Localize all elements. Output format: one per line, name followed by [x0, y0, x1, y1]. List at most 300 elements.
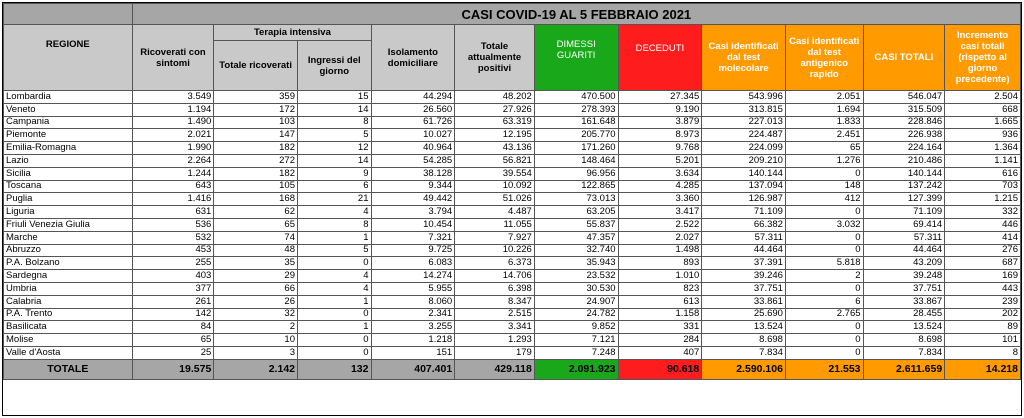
- cell-dimessi: 161.648: [534, 116, 618, 129]
- table-row: [4, 129, 1021, 142]
- cell-deceduti: 3.417: [618, 206, 702, 219]
- cell-dimessi: 47.357: [534, 231, 618, 244]
- cell-ingressi: 8: [298, 218, 372, 231]
- cell-isolamento: 7.321: [371, 231, 455, 244]
- cell-test-molecolare: 13.524: [702, 321, 786, 334]
- cell-test-molecolare: 44.464: [702, 244, 786, 257]
- header-incremento: Incremento casi totali (rispetto al giorno precedente): [945, 25, 1021, 91]
- table-row: [4, 321, 1021, 334]
- cell-test-antigenico: 2.051: [785, 91, 863, 104]
- cell-deceduti: 407: [618, 346, 702, 359]
- cell-test-molecolare: 66.382: [702, 218, 786, 231]
- cell-ricoverati: 65: [132, 334, 214, 347]
- cell-totale-ricoverati: 74: [214, 231, 298, 244]
- cell-test-molecolare: 39.246: [702, 270, 786, 283]
- cell-totale-ricoverati: 3: [214, 346, 298, 359]
- cell-totale-ricoverati: 10: [214, 334, 298, 347]
- cell-positivi: 43.136: [455, 142, 535, 155]
- header-totale-ricoverati: Totale ricoverati: [214, 41, 298, 91]
- cell-dimessi: 7.121: [534, 334, 618, 347]
- cell-region: Sicilia: [4, 167, 133, 180]
- cell-deceduti: 1.010: [618, 270, 702, 283]
- cell-casi-totali: 228.846: [863, 116, 945, 129]
- cell-ingressi: 9: [298, 167, 372, 180]
- cell-dimessi: 24.782: [534, 308, 618, 321]
- cell-ingressi: 15: [298, 91, 372, 104]
- cell-deceduti: 331: [618, 321, 702, 334]
- total-casi-totali: 2.611.659: [863, 359, 945, 379]
- cell-dimessi: 30.530: [534, 282, 618, 295]
- cell-totale-ricoverati: 62: [214, 206, 298, 219]
- cell-ingressi: 1: [298, 321, 372, 334]
- cell-deceduti: 893: [618, 257, 702, 270]
- cell-ricoverati: 255: [132, 257, 214, 270]
- header-isolamento: Isolamento domiciliare: [371, 25, 455, 91]
- cell-region: Veneto: [4, 103, 133, 116]
- cell-ingressi: 4: [298, 270, 372, 283]
- total-incremento: 14.218: [945, 359, 1021, 379]
- cell-test-molecolare: 33.861: [702, 295, 786, 308]
- cell-ingressi: 0: [298, 334, 372, 347]
- cell-region: P.A. Trento: [4, 308, 133, 321]
- cell-test-molecolare: 224.099: [702, 142, 786, 155]
- cell-test-molecolare: 37.751: [702, 282, 786, 295]
- cell-isolamento: 14.274: [371, 270, 455, 283]
- cell-dimessi: 63.205: [534, 206, 618, 219]
- total-region: TOTALE: [4, 359, 133, 379]
- cell-incremento: 89: [945, 321, 1021, 334]
- table-row: [4, 142, 1021, 155]
- header-regione: REGIONE: [4, 25, 133, 91]
- table-row: [4, 295, 1021, 308]
- cell-totale-ricoverati: 65: [214, 218, 298, 231]
- cell-test-antigenico: 2: [785, 270, 863, 283]
- cell-test-molecolare: 8.698: [702, 334, 786, 347]
- header-test-molecolare: Casi identificati dal test molecolare: [702, 25, 786, 91]
- total-dimessi: 2.091.923: [534, 359, 618, 379]
- cell-region: Calabria: [4, 295, 133, 308]
- cell-deceduti: 2.522: [618, 218, 702, 231]
- cell-test-antigenico: 0: [785, 346, 863, 359]
- cell-ricoverati: 2.264: [132, 154, 214, 167]
- cell-positivi: 1.293: [455, 334, 535, 347]
- cell-ricoverati: 1.990: [132, 142, 214, 155]
- cell-incremento: 446: [945, 218, 1021, 231]
- cell-test-molecolare: 543.996: [702, 91, 786, 104]
- table-row: [4, 91, 1021, 104]
- cell-test-molecolare: 57.311: [702, 231, 786, 244]
- table-row: [4, 282, 1021, 295]
- cell-test-molecolare: 7.834: [702, 346, 786, 359]
- cell-test-antigenico: 6: [785, 295, 863, 308]
- cell-region: Sardegna: [4, 270, 133, 283]
- cell-incremento: 687: [945, 257, 1021, 270]
- cell-ricoverati: 631: [132, 206, 214, 219]
- cell-test-molecolare: 227.013: [702, 116, 786, 129]
- cell-positivi: 48.202: [455, 91, 535, 104]
- cell-casi-totali: 8.698: [863, 334, 945, 347]
- total-ricoverati: 19.575: [132, 359, 214, 379]
- cell-positivi: 3.341: [455, 321, 535, 334]
- cell-totale-ricoverati: 105: [214, 180, 298, 193]
- cell-totale-ricoverati: 103: [214, 116, 298, 129]
- cell-region: Liguria: [4, 206, 133, 219]
- cell-ricoverati: 1.244: [132, 167, 214, 180]
- cell-incremento: 276: [945, 244, 1021, 257]
- cell-test-antigenico: 0: [785, 282, 863, 295]
- cell-test-antigenico: 5.818: [785, 257, 863, 270]
- cell-ingressi: 0: [298, 346, 372, 359]
- cell-test-molecolare: 126.987: [702, 193, 786, 206]
- cell-deceduti: 5.201: [618, 154, 702, 167]
- cell-totale-ricoverati: 32: [214, 308, 298, 321]
- cell-isolamento: 26.560: [371, 103, 455, 116]
- cell-ingressi: 8: [298, 116, 372, 129]
- table-row: [4, 270, 1021, 283]
- cell-ingressi: 12: [298, 142, 372, 155]
- total-deceduti: 90.618: [618, 359, 702, 379]
- cell-test-antigenico: 2.451: [785, 129, 863, 142]
- cell-totale-ricoverati: 182: [214, 142, 298, 155]
- cell-test-antigenico: 148: [785, 180, 863, 193]
- cell-ricoverati: 377: [132, 282, 214, 295]
- cell-positivi: 8.347: [455, 295, 535, 308]
- cell-region: Lombardia: [4, 91, 133, 104]
- cell-isolamento: 44.294: [371, 91, 455, 104]
- cell-casi-totali: 71.109: [863, 206, 945, 219]
- cell-casi-totali: 33.867: [863, 295, 945, 308]
- cell-isolamento: 10.027: [371, 129, 455, 142]
- cell-incremento: 169: [945, 270, 1021, 283]
- cell-positivi: 11.055: [455, 218, 535, 231]
- cell-incremento: 1.665: [945, 116, 1021, 129]
- cell-region: Basilicata: [4, 321, 133, 334]
- cell-ingressi: 0: [298, 308, 372, 321]
- cell-dimessi: 122.865: [534, 180, 618, 193]
- cell-region: Molise: [4, 334, 133, 347]
- table-row: [4, 334, 1021, 347]
- cell-dimessi: 32.740: [534, 244, 618, 257]
- cell-isolamento: 54.285: [371, 154, 455, 167]
- cell-test-antigenico: 0: [785, 206, 863, 219]
- cell-deceduti: 1.158: [618, 308, 702, 321]
- cell-casi-totali: 39.248: [863, 270, 945, 283]
- cell-test-antigenico: 3.032: [785, 218, 863, 231]
- table-row: [4, 193, 1021, 206]
- cell-ricoverati: 1.194: [132, 103, 214, 116]
- cell-incremento: 101: [945, 334, 1021, 347]
- cell-dimessi: 96.956: [534, 167, 618, 180]
- cell-isolamento: 49.442: [371, 193, 455, 206]
- cell-totale-ricoverati: 35: [214, 257, 298, 270]
- cell-totale-ricoverati: 2: [214, 321, 298, 334]
- cell-deceduti: 613: [618, 295, 702, 308]
- cell-incremento: 616: [945, 167, 1021, 180]
- table-title-spacer: [4, 4, 133, 25]
- cell-positivi: 6.398: [455, 282, 535, 295]
- cell-casi-totali: 13.524: [863, 321, 945, 334]
- cell-region: Piemonte: [4, 129, 133, 142]
- cell-ricoverati: 84: [132, 321, 214, 334]
- header-ricoverati: Ricoverati con sintomi: [132, 25, 214, 91]
- table-row: [4, 257, 1021, 270]
- cell-dimessi: 35.943: [534, 257, 618, 270]
- cell-positivi: 179: [455, 346, 535, 359]
- cell-region: Lazio: [4, 154, 133, 167]
- cell-incremento: 443: [945, 282, 1021, 295]
- cell-region: Puglia: [4, 193, 133, 206]
- cell-positivi: 14.706: [455, 270, 535, 283]
- cell-ingressi: 14: [298, 154, 372, 167]
- cell-isolamento: 40.964: [371, 142, 455, 155]
- cell-dimessi: 24.907: [534, 295, 618, 308]
- cell-ricoverati: 536: [132, 218, 214, 231]
- cell-isolamento: 5.955: [371, 282, 455, 295]
- table-title: CASI COVID-19 AL 5 FEBBRAIO 2021: [132, 4, 1020, 25]
- cell-casi-totali: 57.311: [863, 231, 945, 244]
- cell-incremento: 202: [945, 308, 1021, 321]
- cell-positivi: 10.092: [455, 180, 535, 193]
- cell-isolamento: 61.726: [371, 116, 455, 129]
- cell-casi-totali: 69.414: [863, 218, 945, 231]
- total-ingressi: 132: [298, 359, 372, 379]
- cell-isolamento: 6.083: [371, 257, 455, 270]
- cell-casi-totali: 137.242: [863, 180, 945, 193]
- cell-ingressi: 5: [298, 129, 372, 142]
- cell-region: Valle d'Aosta: [4, 346, 133, 359]
- header-ingressi: Ingressi del giorno: [298, 41, 372, 91]
- cell-deceduti: 27.345: [618, 91, 702, 104]
- cell-totale-ricoverati: 48: [214, 244, 298, 257]
- table-row: [4, 244, 1021, 257]
- table-row: [4, 231, 1021, 244]
- table-row: [4, 308, 1021, 321]
- cell-deceduti: 2.027: [618, 231, 702, 244]
- cell-deceduti: 8.973: [618, 129, 702, 142]
- cell-test-molecolare: 313.815: [702, 103, 786, 116]
- cell-totale-ricoverati: 272: [214, 154, 298, 167]
- cell-dimessi: 470.500: [534, 91, 618, 104]
- cell-region: Campania: [4, 116, 133, 129]
- covid-table-container: [2, 2, 1022, 416]
- cell-positivi: 7.927: [455, 231, 535, 244]
- cell-isolamento: 1.218: [371, 334, 455, 347]
- table-row: [4, 180, 1021, 193]
- cell-test-antigenico: 0: [785, 167, 863, 180]
- covid-cases-table: [3, 3, 1021, 380]
- header-positivi: Totale attualmente positivi: [455, 25, 535, 91]
- cell-deceduti: 9.768: [618, 142, 702, 155]
- cell-ingressi: 1: [298, 295, 372, 308]
- cell-ingressi: 6: [298, 180, 372, 193]
- table-row: [4, 218, 1021, 231]
- cell-ricoverati: 142: [132, 308, 214, 321]
- table-row: [4, 154, 1021, 167]
- cell-positivi: 4.487: [455, 206, 535, 219]
- total-isolamento: 407.401: [371, 359, 455, 379]
- cell-incremento: 239: [945, 295, 1021, 308]
- cell-test-antigenico: 0: [785, 231, 863, 244]
- cell-dimessi: 7.248: [534, 346, 618, 359]
- header-casi-totali: CASI TOTALI: [863, 25, 945, 91]
- cell-test-antigenico: 1.833: [785, 116, 863, 129]
- cell-incremento: 414: [945, 231, 1021, 244]
- cell-deceduti: 284: [618, 334, 702, 347]
- cell-incremento: 668: [945, 103, 1021, 116]
- total-totale-ricoverati: 2.142: [214, 359, 298, 379]
- cell-test-molecolare: 37.391: [702, 257, 786, 270]
- cell-dimessi: 278.393: [534, 103, 618, 116]
- cell-casi-totali: 546.047: [863, 91, 945, 104]
- table-row: [4, 116, 1021, 129]
- cell-test-antigenico: 1.694: [785, 103, 863, 116]
- cell-isolamento: 9.725: [371, 244, 455, 257]
- cell-ricoverati: 1.416: [132, 193, 214, 206]
- cell-region: Toscana: [4, 180, 133, 193]
- cell-casi-totali: 224.164: [863, 142, 945, 155]
- cell-incremento: 703: [945, 180, 1021, 193]
- cell-casi-totali: 43.209: [863, 257, 945, 270]
- cell-casi-totali: 7.834: [863, 346, 945, 359]
- cell-positivi: 27.926: [455, 103, 535, 116]
- cell-isolamento: 151: [371, 346, 455, 359]
- cell-casi-totali: 226.938: [863, 129, 945, 142]
- cell-positivi: 63.319: [455, 116, 535, 129]
- cell-totale-ricoverati: 168: [214, 193, 298, 206]
- cell-positivi: 51.026: [455, 193, 535, 206]
- cell-test-antigenico: 65: [785, 142, 863, 155]
- cell-isolamento: 9.344: [371, 180, 455, 193]
- cell-deceduti: 823: [618, 282, 702, 295]
- cell-test-antigenico: 412: [785, 193, 863, 206]
- cell-isolamento: 38.128: [371, 167, 455, 180]
- cell-test-antigenico: 0: [785, 321, 863, 334]
- cell-ricoverati: 261: [132, 295, 214, 308]
- total-row: [4, 359, 1021, 379]
- cell-positivi: 2.515: [455, 308, 535, 321]
- cell-casi-totali: 210.486: [863, 154, 945, 167]
- cell-totale-ricoverati: 359: [214, 91, 298, 104]
- cell-positivi: 12.195: [455, 129, 535, 142]
- cell-ricoverati: 2.021: [132, 129, 214, 142]
- table-row: [4, 346, 1021, 359]
- cell-incremento: 936: [945, 129, 1021, 142]
- cell-deceduti: 3.879: [618, 116, 702, 129]
- cell-dimessi: 55.837: [534, 218, 618, 231]
- cell-incremento: 1.364: [945, 142, 1021, 155]
- cell-casi-totali: 315.509: [863, 103, 945, 116]
- header-deceduti: DECEDUTI: [618, 25, 702, 91]
- cell-positivi: 56.821: [455, 154, 535, 167]
- cell-positivi: 39.554: [455, 167, 535, 180]
- cell-test-antigenico: 0: [785, 334, 863, 347]
- cell-ingressi: 5: [298, 244, 372, 257]
- cell-ingressi: 1: [298, 231, 372, 244]
- header-dimessi: DIMESSI GUARITI: [534, 25, 618, 91]
- cell-incremento: 1.141: [945, 154, 1021, 167]
- table-row: [4, 167, 1021, 180]
- table-row: [4, 103, 1021, 116]
- cell-ingressi: 0: [298, 257, 372, 270]
- cell-region: P.A. Bolzano: [4, 257, 133, 270]
- cell-ricoverati: 532: [132, 231, 214, 244]
- cell-test-antigenico: 2.765: [785, 308, 863, 321]
- cell-casi-totali: 28.455: [863, 308, 945, 321]
- cell-casi-totali: 37.751: [863, 282, 945, 295]
- cell-test-molecolare: 224.487: [702, 129, 786, 142]
- cell-totale-ricoverati: 26: [214, 295, 298, 308]
- cell-deceduti: 4.285: [618, 180, 702, 193]
- cell-region: Friuli Venezia Giulia: [4, 218, 133, 231]
- table-body: [4, 91, 1021, 380]
- cell-test-molecolare: 140.144: [702, 167, 786, 180]
- cell-region: Marche: [4, 231, 133, 244]
- cell-ricoverati: 3.549: [132, 91, 214, 104]
- cell-ricoverati: 643: [132, 180, 214, 193]
- cell-positivi: 10.226: [455, 244, 535, 257]
- cell-dimessi: 23.532: [534, 270, 618, 283]
- cell-dimessi: 171.260: [534, 142, 618, 155]
- cell-isolamento: 10.454: [371, 218, 455, 231]
- cell-incremento: 332: [945, 206, 1021, 219]
- total-positivi: 429.118: [455, 359, 535, 379]
- cell-totale-ricoverati: 29: [214, 270, 298, 283]
- cell-dimessi: 9.852: [534, 321, 618, 334]
- cell-ricoverati: 1.490: [132, 116, 214, 129]
- cell-isolamento: 8.060: [371, 295, 455, 308]
- cell-test-antigenico: 1.276: [785, 154, 863, 167]
- cell-casi-totali: 127.399: [863, 193, 945, 206]
- cell-test-molecolare: 209.210: [702, 154, 786, 167]
- cell-incremento: 8: [945, 346, 1021, 359]
- cell-ricoverati: 25: [132, 346, 214, 359]
- cell-region: Emilia-Romagna: [4, 142, 133, 155]
- cell-ingressi: 14: [298, 103, 372, 116]
- cell-test-molecolare: 71.109: [702, 206, 786, 219]
- cell-test-molecolare: 25.690: [702, 308, 786, 321]
- cell-dimessi: 73.013: [534, 193, 618, 206]
- cell-totale-ricoverati: 147: [214, 129, 298, 142]
- cell-isolamento: 3.255: [371, 321, 455, 334]
- total-test-antigenico: 21.553: [785, 359, 863, 379]
- cell-totale-ricoverati: 172: [214, 103, 298, 116]
- cell-deceduti: 3.360: [618, 193, 702, 206]
- cell-test-antigenico: 0: [785, 244, 863, 257]
- cell-positivi: 6.373: [455, 257, 535, 270]
- cell-totale-ricoverati: 66: [214, 282, 298, 295]
- cell-region: Umbria: [4, 282, 133, 295]
- cell-casi-totali: 44.464: [863, 244, 945, 257]
- cell-dimessi: 205.770: [534, 129, 618, 142]
- cell-ingressi: 4: [298, 206, 372, 219]
- table-row: [4, 206, 1021, 219]
- cell-incremento: 1.215: [945, 193, 1021, 206]
- cell-region: Abruzzo: [4, 244, 133, 257]
- header-terapia-intensiva: Terapia intensiva: [214, 25, 371, 41]
- cell-ricoverati: 403: [132, 270, 214, 283]
- cell-deceduti: 3.634: [618, 167, 702, 180]
- cell-deceduti: 1.498: [618, 244, 702, 257]
- cell-test-molecolare: 137.094: [702, 180, 786, 193]
- cell-totale-ricoverati: 182: [214, 167, 298, 180]
- cell-ingressi: 21: [298, 193, 372, 206]
- cell-isolamento: 2.341: [371, 308, 455, 321]
- cell-incremento: 2.504: [945, 91, 1021, 104]
- cell-ingressi: 4: [298, 282, 372, 295]
- header-test-antigenico: Casi identificati dal test antigenico rapido: [785, 25, 863, 91]
- cell-isolamento: 3.794: [371, 206, 455, 219]
- cell-casi-totali: 140.144: [863, 167, 945, 180]
